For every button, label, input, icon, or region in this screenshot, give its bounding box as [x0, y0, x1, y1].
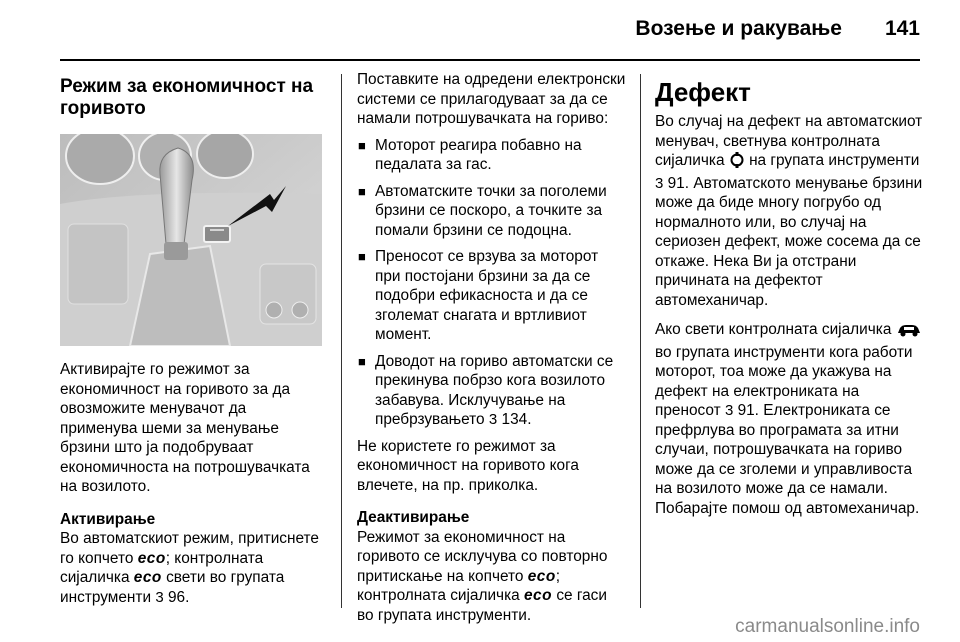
- column-1: [60, 68, 326, 620]
- activation-text-part: свети во групата инструменти: [60, 569, 285, 606]
- eco-symbol: eco: [133, 569, 162, 586]
- bullet-marker: ■: [358, 183, 366, 199]
- eco-mode-intro: Активирајте го режимот за економичност на горивото за да овозможите менувачот да применува шеми за менување брзини што ја подобруваат економичноста на потрошувачката на возилото.: [60, 361, 310, 495]
- page-reference[interactable]: 96.: [167, 588, 190, 606]
- bullet-marker: ■: [358, 353, 366, 369]
- column-divider: [640, 74, 641, 608]
- activation-text: [60, 529, 326, 607]
- header-divider: [60, 59, 920, 61]
- gear-shifter-illustration: [60, 134, 322, 346]
- list-item-text: Автоматските точки за поголеми брзини се поскоро, а точките за помали брзини се подоцна.: [375, 182, 607, 239]
- page-ref-arrow: 3: [155, 588, 164, 606]
- fault-text-part: Во случај на дефект на автоматскиот менувач, светнува контролната сијаличка: [655, 113, 923, 169]
- column-divider: [341, 74, 342, 608]
- page-header: [0, 0, 960, 62]
- eco-symbol: eco: [137, 549, 166, 567]
- section-title-eco-mode: Режим за економичност на горивото: [60, 76, 314, 119]
- towing-note: Не користете го режимот за економичност на горивото кога влечете, на пр. приколка.: [357, 437, 579, 494]
- deactivation-text-part: ; контролната сијаличка: [357, 567, 561, 604]
- activation-text-part: Во автоматскиот режим, притиснете го копчето: [60, 530, 319, 567]
- fault-text-part: Електрониката се префрлува во програмата за итни случаи, потрошувачката на гориво може да се зголеми и управливоста на возилото може да се намали. Побарајте помош од автомеханичар.: [655, 402, 920, 517]
- fault-text-part: Ако свети контролната сијаличка: [655, 321, 892, 338]
- page-reference[interactable]: 134.: [501, 411, 532, 428]
- fault-text-part: во групата инструменти кога работи моторот, тоа може да укажува на дефект на електрониката на преносот: [655, 343, 913, 419]
- bullet-marker: ■: [358, 137, 366, 153]
- page-reference[interactable]: 91.: [737, 402, 759, 419]
- fault-paragraph-1: [655, 112, 925, 310]
- deactivation-heading: Деактивирање: [357, 509, 470, 526]
- list-item-text: Моторот реагира побавно на педалата за гас.: [375, 136, 582, 173]
- watermark: carmanualsonline.info: [735, 616, 920, 637]
- activation-heading: Активирање: [60, 510, 156, 528]
- fault-text-part: на групата инструменти: [749, 152, 920, 169]
- header-title: Возење и ракување: [635, 17, 842, 40]
- list-item: [357, 352, 627, 430]
- list-item-text: Преносот се врзува за моторот при постојани брзини за да се подобри ефикасноста и да се зголемат снагата и вртливиот момент.: [375, 248, 599, 343]
- list-item: [357, 136, 627, 175]
- section-title-fault: Дефект: [655, 77, 751, 107]
- list-item: [357, 247, 627, 345]
- page-ref-arrow: 3: [488, 411, 498, 428]
- deactivation-text-part: се гаси во групата инструменти.: [357, 587, 607, 624]
- bullet-list: [357, 136, 627, 430]
- deactivation-text: [357, 528, 627, 626]
- list-item: [357, 182, 627, 241]
- list-item-text: Доводот на гориво автоматски се прекинува побрзо кога возилото забавува. Исклучување на пребрзувањето: [375, 352, 614, 428]
- fault-text-part: Автоматското менување брзини може да биде многу погрубо од нормалното или, во случај на сериозен дефект, може сосема да се откаже. Нека Ви ја отстрани причината на дефектот автомеханичар.: [655, 174, 923, 309]
- page-ref-arrow: 3: [724, 402, 734, 419]
- eco-symbol: eco: [524, 587, 553, 604]
- fault-paragraph-2: [655, 320, 925, 518]
- transmission-wrench-icon: [729, 152, 745, 174]
- column-3: [655, 68, 925, 531]
- deactivation-text-part: Режимот за економичност на горивото се исклучува со повторно притискање на копчето: [357, 528, 608, 585]
- column-2: [357, 68, 627, 638]
- page-number: 141: [884, 17, 920, 40]
- eco-symbol: eco: [527, 567, 556, 585]
- page-reference[interactable]: 91.: [667, 174, 690, 192]
- settings-intro: Поставките на одредени електронски системи се прилагодуваат за да се намали потрошувачката на гориво:: [357, 71, 626, 127]
- car-fault-icon: [896, 323, 922, 343]
- gear-shifter-eco-button-photo: [60, 134, 322, 346]
- activation-text-part: ; контролната сијаличка: [60, 549, 264, 586]
- bullet-marker: ■: [358, 249, 366, 264]
- page-ref-arrow: 3: [655, 174, 664, 192]
